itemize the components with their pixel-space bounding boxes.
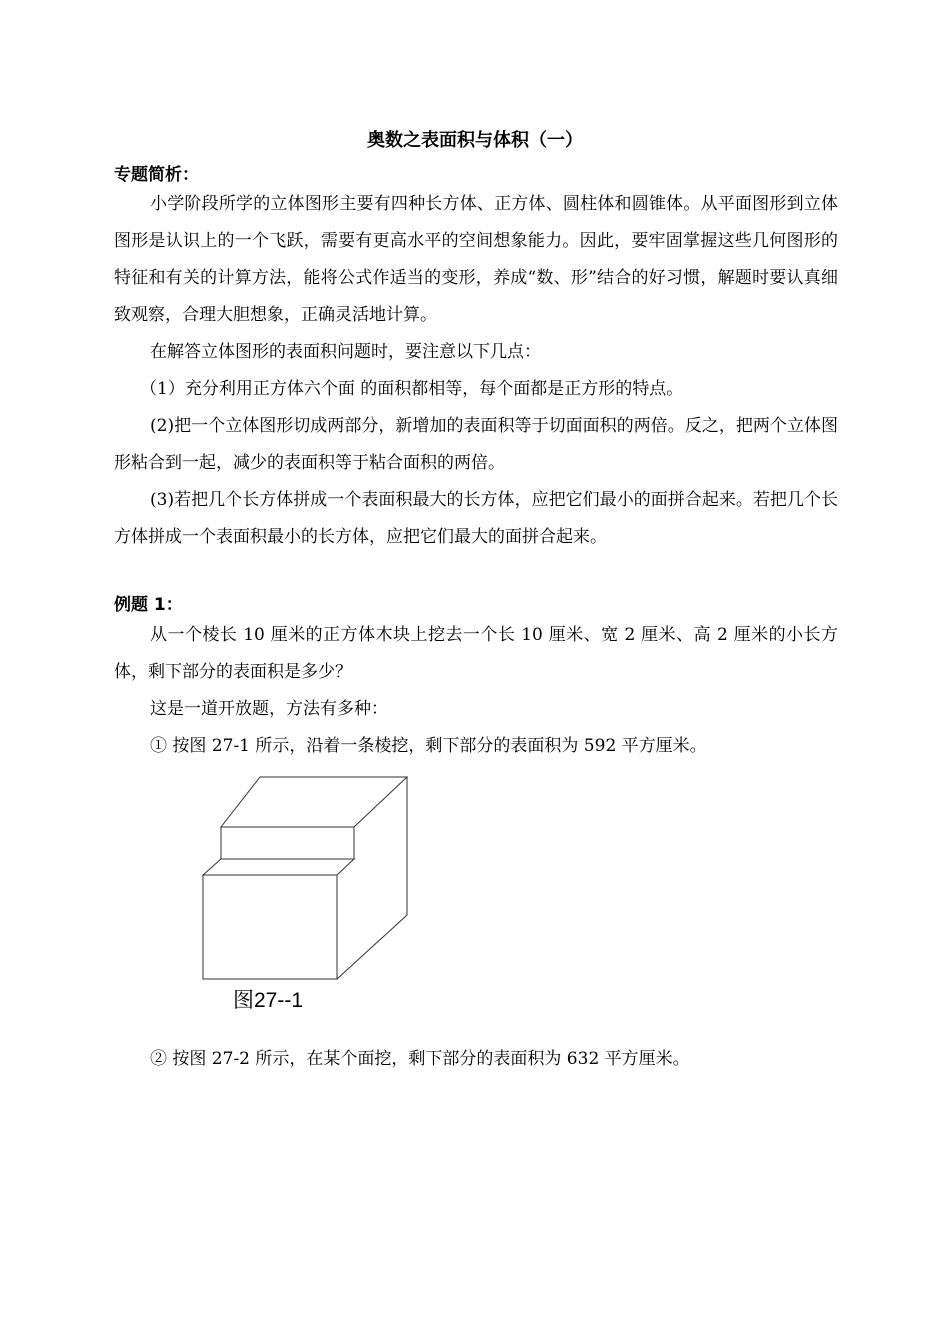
example-1-note: 这是一道开放题，方法有多种：: [150, 699, 388, 719]
analysis-paragraph-1: 小学阶段所学的立体图形主要有四种长方体、正方体、圆柱体和圆锥体。从平面图形到立体图形是认识上的一个飞跃，需要有更高水平的空间想象能力。因此，要牢固掌握这些几何图形的特征和有关的计算方法，能将公式作适当的变形，养成“数、形”结合的好习惯，解题时要认真细致观察，合理大胆想象，正确灵活地计算。: [114, 194, 838, 325]
example-1-body: [114, 617, 838, 765]
cube-right-face-edge: [337, 777, 407, 979]
analysis-body: [114, 186, 838, 556]
page-title: 奥数之表面积与体积（一）: [367, 130, 583, 151]
example-1-heading: 例题 1：: [114, 595, 183, 615]
upper-step-front: [221, 827, 354, 859]
example-1-method-1: ① 按图 27-1 所示，沿着一条棱挖，剩下部分的表面积为 592 平方厘米。: [150, 736, 707, 756]
example-1-continued: [114, 1041, 838, 1078]
example-1-method-2: ② 按图 27-2 所示，在某个面挖，剩下部分的表面积为 632 平方厘米。: [150, 1049, 690, 1069]
cube-top-face: [221, 777, 407, 827]
section-heading-analysis: 专题简析：: [114, 165, 199, 185]
analysis-point-3: (3)若把几个长方体拼成一个表面积最大的长方体，应把它们最小的面拼合起来。若把几个长方体拼成一个表面积最小的长方体，应把它们最大的面拼合起来。: [114, 490, 838, 547]
analysis-point-2: (2)把一个立体图形切成两部分，新增加的表面积等于切面面积的两倍。反之，把两个立体图形粘合到一起，减少的表面积等于粘合面积的两倍。: [114, 416, 838, 473]
example-1-question: 从一个棱长 10 厘米的正方体木块上挖去一个长 10 厘米、宽 2 厘米、高 2 厘米的小长方体，剩下部分的表面积是多少？: [114, 625, 838, 682]
step-ledge: [203, 859, 354, 875]
figure-27-1-cube-diagram: [195, 770, 425, 985]
analysis-point-1: （1）充分利用正方体六个面 的面积都相等，每个面都是正方形的特点。: [140, 379, 684, 399]
analysis-paragraph-2: 在解答立体图形的表面积问题时，要注意以下几点：: [150, 342, 541, 362]
figure-27-1-caption: 图27--1: [233, 989, 304, 1012]
cube-front-face: [203, 875, 337, 979]
